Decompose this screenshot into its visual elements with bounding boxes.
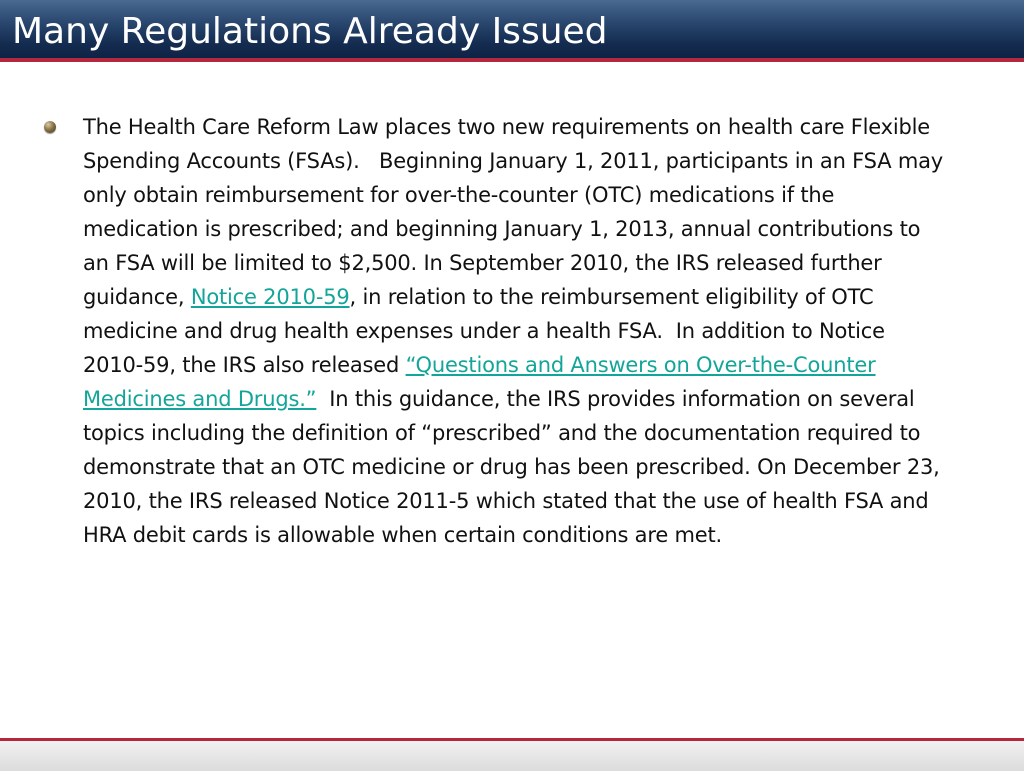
notice-2010-59-link[interactable]: Notice 2010-59 bbox=[190, 285, 350, 309]
slide-content bbox=[44, 110, 964, 552]
bullet-paragraph bbox=[83, 110, 943, 552]
paragraph-text-1: The Health Care Reform Law places two new requirements on health care Flexible Spending Accounts (FSAs). Beginning January 1, 2011, participants in an FSA may only obtain reimbursement for over-the-counter (OTC) medications if the medication is prescribed; and beginning January 1, 2013, annual contributions to an FSA will be limited to $2,500. In September 2010, the IRS released further guidance, bbox=[83, 115, 943, 309]
slide-title: Many Regulations Already Issued bbox=[12, 11, 608, 52]
paragraph-text-3: In this guidance, the IRS provides information on several topics including the definition of “prescribed” and the documentation required to demonstrate that an OTC medicine or drug has been prescribed. On December 23, 2010, the IRS released Notice 2011-5 which stated that the use of health FSA and HRA debit cards is allowable when certain conditions are met. bbox=[83, 387, 940, 547]
round-bullet-icon bbox=[44, 121, 56, 133]
title-bar bbox=[0, 0, 1024, 62]
bullet-item bbox=[44, 110, 964, 552]
paragraph-text-2: , in relation to the reimbursement eligibility of OTC medicine and drug health expenses under a health FSA. In addition to Notice 2010-59, the IRS also released bbox=[83, 285, 885, 377]
footer-bar bbox=[0, 738, 1024, 771]
otc-questions-answers-link[interactable]: “Questions and Answers on Over-the-Counter Medicines and Drugs.” bbox=[83, 353, 876, 411]
